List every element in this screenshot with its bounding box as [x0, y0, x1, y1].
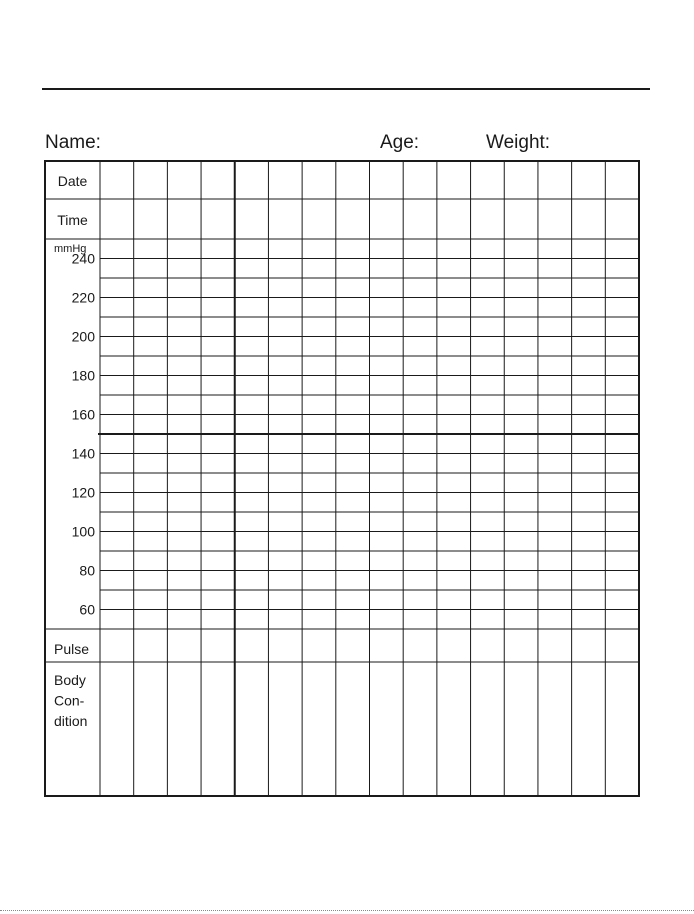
- body-condition-label: dition: [54, 713, 88, 729]
- scale-label: 60: [79, 601, 95, 618]
- scale-label: 240: [71, 250, 95, 267]
- pulse-label: Pulse: [54, 641, 90, 657]
- scale-label: 80: [79, 562, 95, 579]
- body-condition-label: Body: [54, 672, 86, 688]
- scale-label: 180: [71, 367, 95, 384]
- name-label: Name:: [45, 132, 101, 153]
- body-condition-label: Con-: [54, 692, 85, 709]
- unit-label: mmHg: [54, 243, 87, 255]
- time-label: Time: [57, 212, 88, 228]
- scale-label: 100: [71, 523, 95, 540]
- page-edge: [0, 910, 694, 911]
- scale-label: 140: [71, 445, 95, 462]
- weight-label: Weight:: [486, 132, 551, 153]
- scale-label: 200: [71, 328, 95, 345]
- date-label: Date: [57, 173, 88, 189]
- scale-label: 220: [71, 289, 95, 306]
- age-label: Age:: [380, 132, 420, 153]
- scale-label: 120: [71, 484, 95, 501]
- scale-label: 160: [71, 406, 95, 423]
